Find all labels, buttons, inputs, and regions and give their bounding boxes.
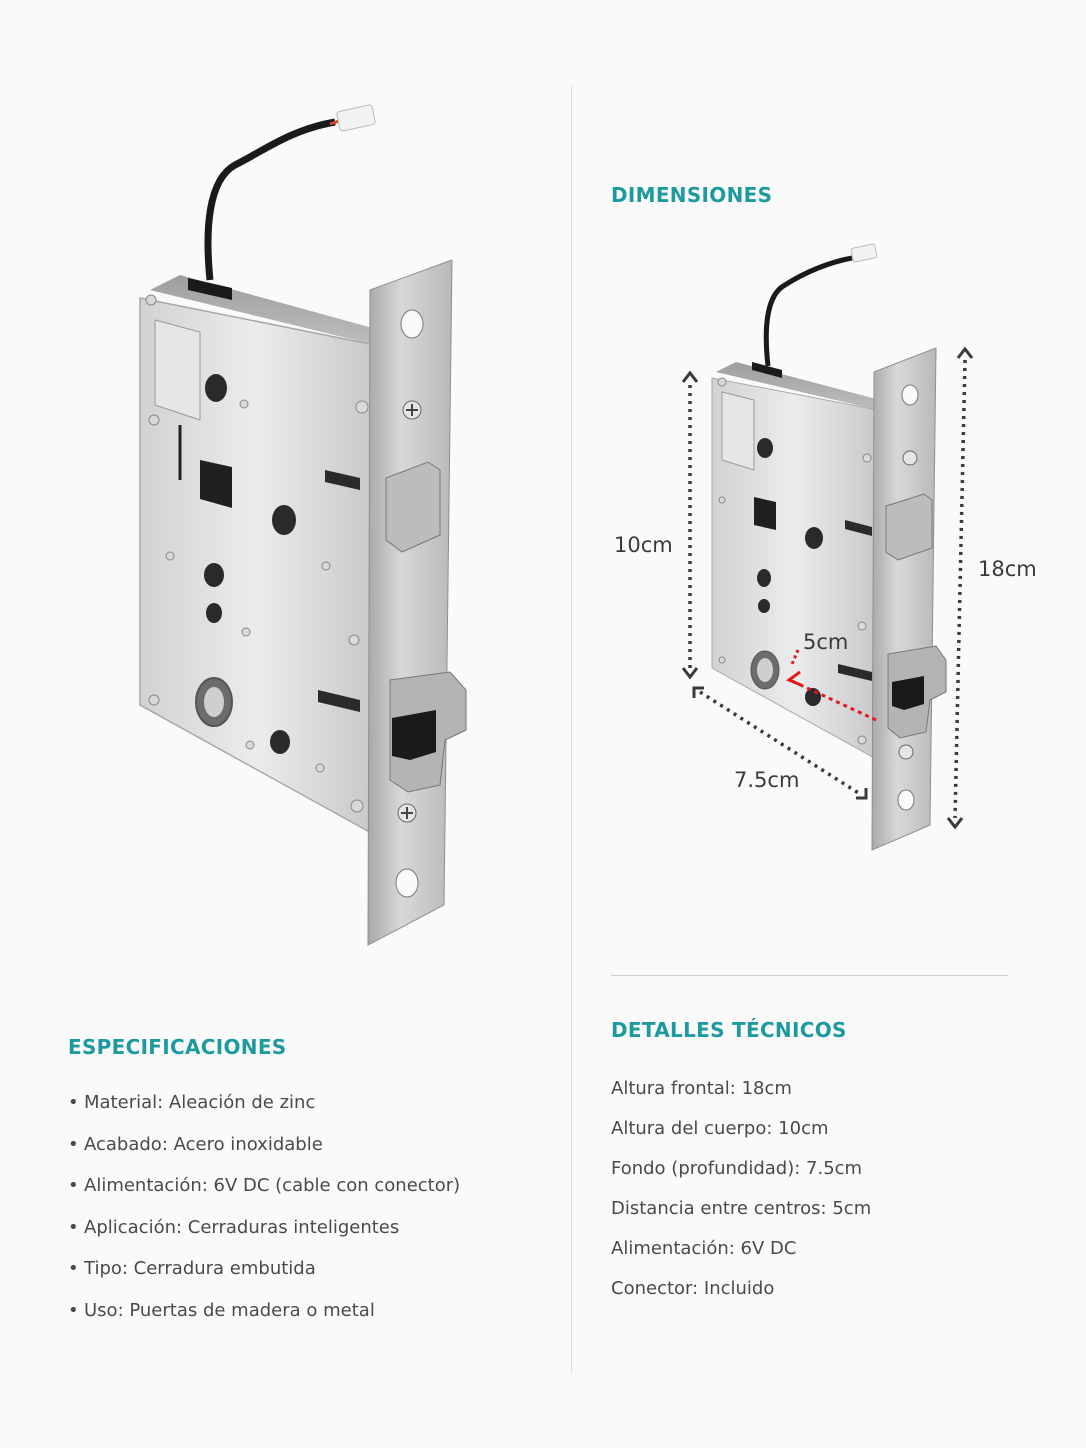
list-item: • Aplicación: Cerraduras inteligentes	[68, 1216, 400, 1238]
dimensions-heading: DIMENSIONES	[611, 183, 773, 207]
list-item: Conector: Incluido	[611, 1278, 775, 1299]
list-item: Altura del cuerpo: 10cm	[611, 1118, 829, 1139]
list-item: Fondo (profundidad): 7.5cm	[611, 1158, 863, 1179]
list-item: Altura frontal: 18cm	[611, 1078, 792, 1099]
list-item: • Material: Aleación de zinc	[68, 1092, 316, 1113]
details-list	[611, 1072, 871, 1312]
column-divider	[571, 85, 572, 1373]
details-heading: DETALLES TÉCNICOS	[611, 1018, 847, 1042]
list-item: • Uso: Puertas de madera o metal	[68, 1299, 375, 1321]
list-item: • Acabado: Acero inoxidable	[68, 1133, 323, 1155]
specs-heading: ESPECIFICACIONES	[68, 1035, 287, 1059]
list-item: Alimentación: 6V DC	[611, 1238, 797, 1259]
list-item: • Tipo: Cerradura embutida	[68, 1258, 316, 1280]
list-item: • Alimentación: 6V DC (cable con conector)	[68, 1175, 461, 1197]
front-height-label: 18cm	[978, 557, 1037, 581]
body-height-label: 10cm	[614, 533, 673, 557]
list-item: Distancia entre centros: 5cm	[611, 1198, 872, 1219]
specs-list	[68, 1086, 460, 1336]
center-distance-label: 5cm	[803, 630, 849, 654]
depth-label: 7.5cm	[734, 768, 800, 792]
section-divider	[611, 975, 1008, 976]
